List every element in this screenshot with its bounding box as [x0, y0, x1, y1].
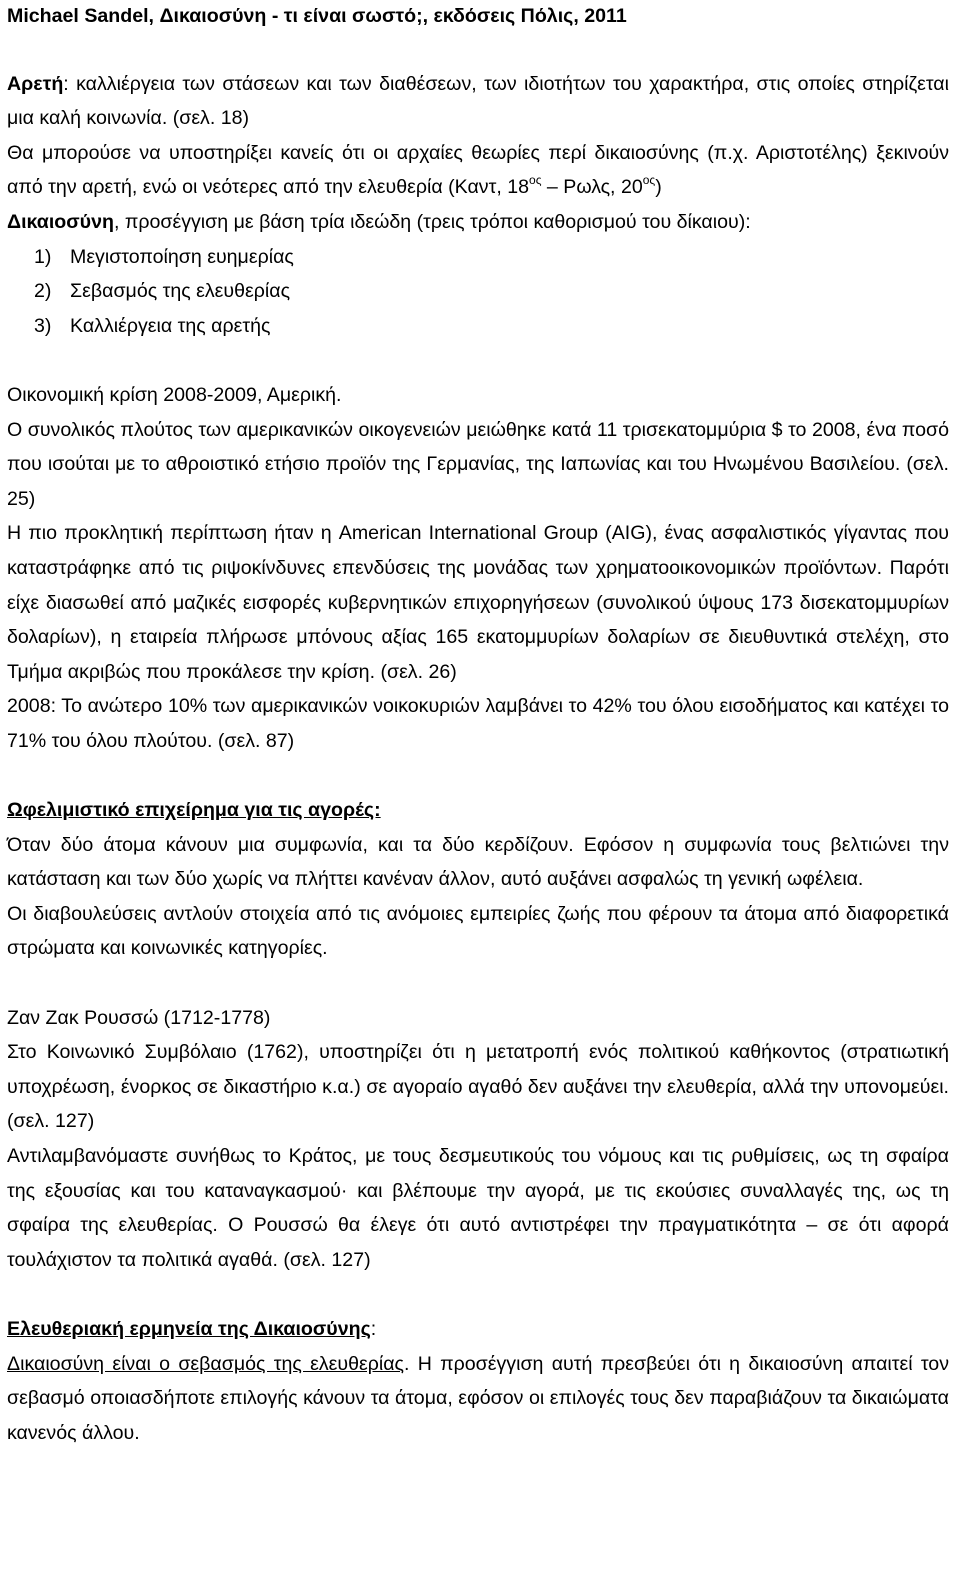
rousseau-heading: Ζαν Ζακ Ρουσσώ (1712-1778) — [7, 1006, 271, 1029]
theories-text-b: – Ρωλς, 20 — [541, 176, 643, 199]
rousseau-paragraph-1: Στο Κοινωνικό Συμβόλαιο (1762), υποστηρίζει ότι η μετατροπή ενός πολιτικού καθήκοντος (στρατιωτική υποχρέωση, ένορκος σε δικαστήριο κ.α.) σε αγοραίο αγαθό δεν αυξάνει την ελευθερία, αλλά την υπονομεύει. (σελ. 127) — [7, 1041, 949, 1133]
crisis-paragraph-wealth: Ο συνολικός πλούτος των αμερικανικών οικογενειών μειώθηκε κατά 11 τρισεκατομμύρια $ το 2008, ένα ποσό που ισούται με το αθροιστικό ετήσιο προϊόν της Γερμανίας, της Ιαπωνίας και του Ηνωμένου Βασιλείου. (σελ. 25) — [7, 418, 949, 510]
crisis-paragraph-inequality: 2008: Το ανώτερο 10% των αμερικανικών νοικοκυριών λαμβάνει το 42% του όλου εισοδήματος και κατέχει το 71% του όλου πλούτου. (σελ. 87) — [7, 695, 949, 752]
liberal-heading-colon: : — [370, 1317, 377, 1340]
spacer — [7, 343, 949, 378]
justice-term: Δικαιοσύνη — [7, 210, 114, 233]
virtue-term: Αρετή — [7, 72, 64, 95]
spacer — [7, 32, 949, 67]
list-text: Μεγιστοποίηση ευημερίας — [70, 245, 294, 268]
theories-text-c: ) — [655, 176, 662, 199]
list-number: 1) — [34, 245, 52, 268]
list-text: Σεβασμός της ελευθερίας — [70, 280, 291, 303]
list-text: Καλλιέργεια της αρετής — [70, 314, 271, 337]
liberal-heading — [7, 1312, 949, 1347]
theories-paragraph — [7, 136, 949, 205]
list-item — [34, 309, 949, 344]
utilitarian-paragraph-1: Όταν δύο άτομα κάνουν μια συμφωνία, και τα δύο κερδίζουν. Εφόσον η συμφωνία τους βελτιώνει την κατάσταση και των δύο χωρίς να πλήττει κανέναν άλλον, αυτό αυξάνει ασφαλώς τη γενική ωφέλεια. — [7, 833, 949, 891]
crisis-paragraph-aig: Η πιο προκλητική περίπτωση ήταν η American International Group (AIG), ένας ασφαλιστικός γίγαντας που καταστράφηκε από τις ριψοκίνδυνες επενδύσεις της μονάδας των χρηματοοικονομικών προϊόντων. Παρότι είχε διασωθεί από μαζικές εισφορές κυβερνητικών επιχορηγήσεων (συνολικού ύψους 173 δισεκατομμυρίων δολαρίων), η εταιρεία πλήρωσε μπόνους αξίας 165 εκατομμυρίων δολαρίων σε διευθυντικά στελέχη, στο Τμήμα ακριβώς που προκάλεσε την κρίση. (σελ. 26) — [7, 522, 949, 683]
spacer — [7, 966, 949, 1001]
virtue-def-text: : καλλιέργεια των στάσεων και των διαθέσεων, των ιδιοτήτων του χαρακτήρα, στις οποίες στηρίζεται μια καλή κοινωνία. (σελ. 18) — [7, 72, 949, 130]
superscript-ordinal: ος — [529, 173, 542, 188]
superscript-ordinal: ος — [642, 173, 656, 188]
ideals-list — [34, 240, 949, 344]
justice-definition — [7, 205, 949, 240]
theories-text-a: Θα μπορούσε να υποστηρίξει κανείς ότι οι αρχαίες θεωρίες περί δικαιοσύνης (π.χ. Αριστοτέλης) ξεκινούν από την αρετή, ενώ οι νεότερες από την ελευθερία (Καντ, 18 — [7, 141, 949, 199]
crisis-heading: Οικονομική κρίση 2008-2009, Αμερική. — [7, 383, 342, 406]
list-item — [34, 240, 949, 275]
spacer — [7, 758, 949, 793]
liberal-rest-text: . Η προσέγγιση αυτή πρεσβεύει ότι η δικαιοσύνη απαιτεί τον σεβασμό οποιασδήποτε επιλογής κάνουν τα άτομα, εφόσον οι επιλογές τους δεν παραβιάζουν τα δικαιώματα κανενός άλλου. — [7, 1352, 950, 1444]
justice-def-text: , προσέγγιση με βάση τρία ιδεώδη (τρεις τρόποι καθορισμού του δίκαιου): — [113, 210, 751, 233]
utilitarian-heading: Ωφελιμιστικό επιχείρημα για τις αγορές: — [7, 799, 381, 822]
liberal-underlined-text: Δικαιοσύνη είναι ο σεβασμός της ελευθερίας — [7, 1352, 404, 1375]
list-item — [34, 274, 949, 309]
list-number: 2) — [34, 280, 52, 303]
document-title: Michael Sandel, Δικαιοσύνη - τι είναι σωστό;, εκδόσεις Πόλις, 2011 — [7, 5, 627, 27]
spacer — [7, 1277, 949, 1312]
list-number: 3) — [34, 314, 52, 337]
document-page — [7, 0, 949, 1450]
liberal-heading-text: Ελευθεριακή ερμηνεία της Δικαιοσύνης — [7, 1317, 371, 1340]
liberal-paragraph — [7, 1347, 949, 1451]
utilitarian-paragraph-2: Οι διαβουλεύσεις αντλούν στοιχεία από τις ανόμοιες εμπειρίες ζωής που φέρουν τα άτομα από διαφορετικά στρώματα και κοινωνικές κατηγορίες. — [7, 902, 949, 960]
virtue-definition — [7, 67, 949, 136]
rousseau-paragraph-2: Αντιλαμβανόμαστε συνήθως το Κράτος, με τους δεσμευτικούς του νόμους και τις ρυθμίσεις, ως τη σφαίρα της εξουσίας και του καταναγκασμού· και βλέπουμε την αγορά, με τις εκούσιες συναλλαγές της, ως τη σφαίρα της ελευθερίας. Ο Ρουσσώ θα έλεγε ότι αυτό αντιστρέφει την πραγματικότητα – σε ότι αφορά τουλάχιστον τα πολιτικά αγαθά. (σελ. 127) — [7, 1145, 949, 1271]
